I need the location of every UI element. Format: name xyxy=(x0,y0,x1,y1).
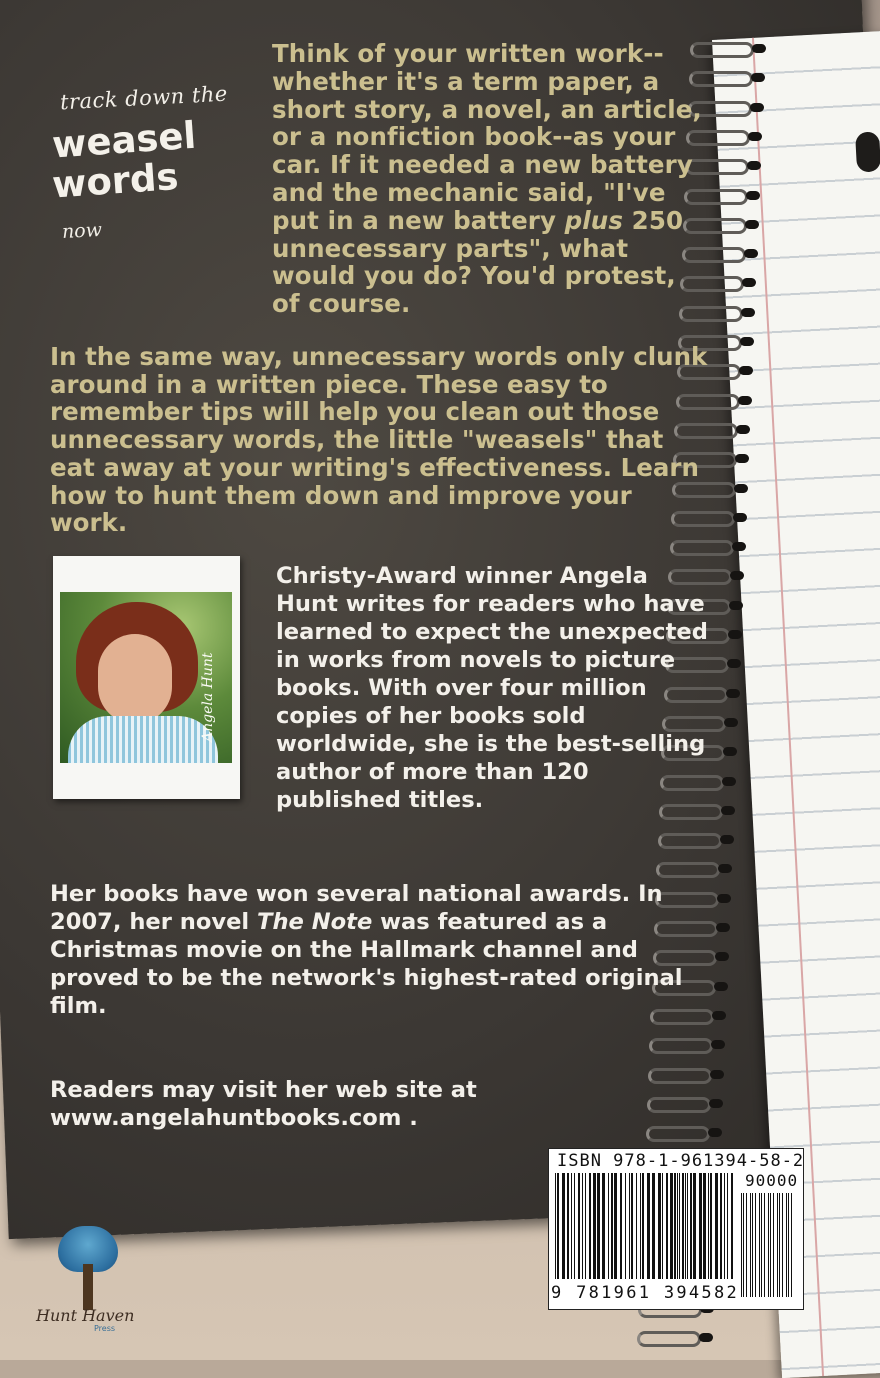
barcode-bar xyxy=(693,1173,696,1279)
isbn-barcode xyxy=(548,1148,804,1310)
barcode-bar xyxy=(642,1173,644,1279)
barcode-bar xyxy=(602,1173,605,1279)
barcode-bar xyxy=(777,1193,778,1297)
barcode-bar xyxy=(658,1173,661,1279)
barcode-bar xyxy=(682,1173,684,1279)
spiral-coil xyxy=(658,833,736,847)
barcode-bar xyxy=(759,1193,760,1297)
tagline-now: now xyxy=(61,218,103,244)
barcode-bar xyxy=(741,1193,742,1297)
barcode-bar xyxy=(629,1173,630,1279)
barcode-bar xyxy=(662,1173,663,1279)
barcode-bar xyxy=(640,1173,641,1279)
barcode-bar xyxy=(666,1173,668,1279)
barcode-bar xyxy=(779,1193,780,1297)
barcode-bar xyxy=(720,1173,722,1279)
barcode-bar xyxy=(770,1193,771,1297)
barcode-bar xyxy=(685,1173,686,1279)
barcode-bar xyxy=(703,1173,706,1279)
barcode-bar xyxy=(782,1193,783,1297)
barcode-bar xyxy=(652,1173,655,1279)
website-paragraph xyxy=(50,1076,690,1132)
intro-paragraph xyxy=(272,40,702,318)
barcode-bar xyxy=(611,1173,613,1279)
intro-text-2: 250 unnecessary parts", what would you do? You'd protest, of course. xyxy=(272,205,684,319)
barcode-bar xyxy=(690,1173,692,1279)
author-bio: Christy-Award winner Angela Hunt writes for readers who have learned to expect the unexpected in works from novels to picture books. With over four million copies of her books sold worldwide, she is the best-selling author of more than 120 published titles. xyxy=(276,563,708,813)
publisher-sub: Press xyxy=(94,1324,116,1333)
tagline-weasel: weasel xyxy=(50,113,198,167)
barcode-bar xyxy=(597,1173,600,1279)
barcode-bar xyxy=(752,1193,753,1297)
barcode-bar xyxy=(731,1173,733,1279)
barcode-bar xyxy=(755,1193,756,1297)
barcode-bar xyxy=(786,1193,787,1297)
barcode-bar xyxy=(614,1173,617,1279)
awards-text-2: was featured as a Christmas movie on the Hallmark channel and proved to be the network's highest-rated original film. xyxy=(50,909,683,1019)
barcode-bar xyxy=(724,1173,725,1279)
barcode-bar xyxy=(788,1193,789,1297)
intro-plus: plus xyxy=(564,205,624,235)
website-url: www.angelahuntbooks.com . xyxy=(50,1105,418,1131)
barcode-bar xyxy=(768,1193,769,1297)
barcode-bar xyxy=(631,1173,633,1279)
barcode-bar xyxy=(674,1173,676,1279)
barcode-bar xyxy=(620,1173,622,1279)
barcode-bar xyxy=(699,1173,702,1279)
awards-text-1: Her books have won several national awards. In 2007, her novel xyxy=(50,881,663,935)
barcode-bar xyxy=(708,1173,709,1279)
barcode-bar xyxy=(764,1193,765,1297)
barcode-bar xyxy=(710,1173,712,1279)
barcode-bar xyxy=(557,1173,559,1279)
barcode-bar xyxy=(625,1173,626,1279)
barcode-bar xyxy=(578,1173,580,1279)
barcode-bar xyxy=(562,1173,565,1279)
photo-signature: Angela Hunt xyxy=(200,652,216,742)
tagline-top: track down the xyxy=(59,81,229,115)
tagline-words: words xyxy=(50,154,180,207)
barcode-bar xyxy=(608,1173,609,1279)
isbn-label: ISBN 978-1-961394-58-2 xyxy=(557,1151,805,1171)
photo-face xyxy=(98,634,172,724)
barcode-bar xyxy=(555,1173,556,1279)
barcode-bar xyxy=(636,1173,637,1279)
website-text: Readers may visit her web site at xyxy=(50,1077,477,1103)
spiral-coil xyxy=(637,1331,715,1345)
barcode-bar xyxy=(677,1173,678,1279)
barcode-bar xyxy=(670,1173,673,1279)
second-paragraph: In the same way, unnecessary words only clunk around in a written piece. These easy to remember tips will help you clean out those unnecessary words, the little "weasels" that eat away at your writing's effectiveness. Learn how to hunt them down and improve your work. xyxy=(50,342,708,538)
barcode-bar xyxy=(761,1193,762,1297)
photo-shirt xyxy=(68,716,218,763)
barcode-addon-bars xyxy=(741,1193,797,1297)
barcode-bar xyxy=(585,1173,586,1279)
intro-text-1: Think of your written work--whether it's a term paper, a short story, a novel, an article, or a nonfiction book--as your car. If it needed a new battery and the mechanic said, "I've put in a new battery xyxy=(272,39,702,235)
barcode-bar xyxy=(593,1173,596,1279)
barcode-bar xyxy=(571,1173,572,1279)
publisher-logo xyxy=(28,1220,148,1340)
barcode-addon-number: 90000 xyxy=(745,1171,799,1190)
barcode-bar xyxy=(727,1173,728,1279)
barcode-bar xyxy=(647,1173,650,1279)
barcode-bar xyxy=(791,1193,792,1297)
barcode-bar xyxy=(750,1193,751,1297)
barcode-bar xyxy=(715,1173,718,1279)
barcode-bar xyxy=(746,1193,747,1297)
author-photo-frame xyxy=(53,556,240,799)
barcode-bar xyxy=(743,1193,744,1297)
barcode-bar xyxy=(589,1173,591,1279)
barcode-bar xyxy=(773,1193,774,1297)
barcode-bar xyxy=(679,1173,680,1279)
barcode-bar xyxy=(574,1173,575,1279)
punch-hole xyxy=(855,131,880,172)
barcode-bar xyxy=(567,1173,569,1279)
spiral-coil xyxy=(649,1038,727,1052)
barcode-bars xyxy=(555,1173,735,1279)
spiral-coil xyxy=(656,862,734,876)
author-photo xyxy=(60,592,232,763)
ean-digits: 9 781961 394582 xyxy=(551,1283,740,1303)
barcode-bar xyxy=(582,1173,583,1279)
publisher-name: Hunt Haven xyxy=(36,1306,135,1325)
tree-trunk-icon xyxy=(83,1264,93,1310)
spiral-coil xyxy=(670,540,748,554)
awards-book-title: The Note xyxy=(257,909,373,935)
awards-paragraph xyxy=(50,880,690,1020)
barcode-bar xyxy=(687,1173,688,1279)
